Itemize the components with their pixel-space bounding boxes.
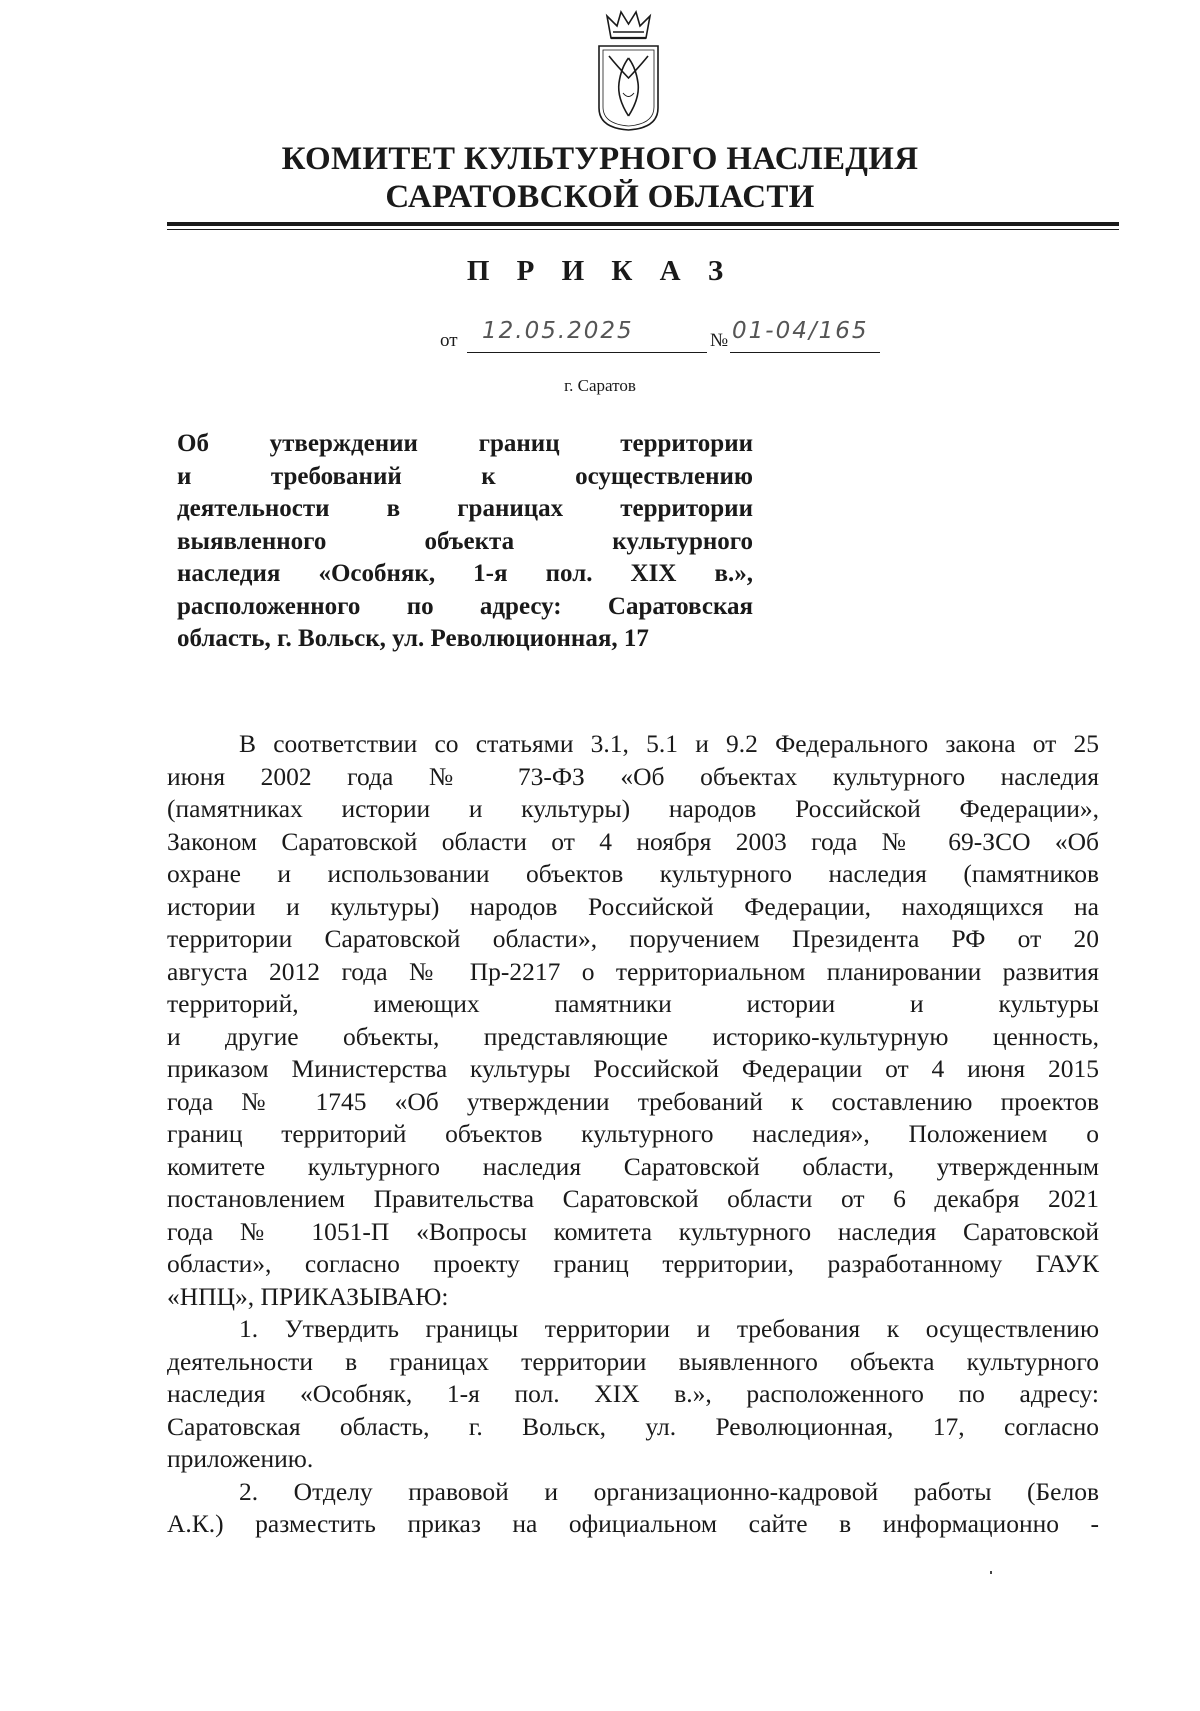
document-body <box>167 728 1099 1541</box>
organization-name <box>0 140 1200 216</box>
body-line: комитете культурного наследия Саратовской области, утвержденным <box>167 1151 1099 1181</box>
body-line: охране и использовании объектов культурного наследия (памятников <box>167 859 1099 888</box>
body-line: области», согласно проекту границ территории, разработанному ГАУК <box>167 1249 1099 1278</box>
header-rule-thick <box>167 222 1119 226</box>
body-line: «НПЦ», ПРИКАЗЫВАЮ: <box>167 1281 449 1311</box>
date-value: 12.05.2025 <box>482 318 634 344</box>
body-line: территории Саратовской области», поручением Президента РФ от 20 <box>167 924 1099 953</box>
body-line: 1. Утвердить границы территории и требования к осуществлению <box>239 1314 1099 1343</box>
body-line: (памятниках истории и культуры) народов Российской Федерации», <box>167 794 1099 823</box>
body-line: деятельности в границах территории выявленного объекта культурного <box>167 1346 1099 1376</box>
number-underline <box>730 352 880 353</box>
date-underline <box>467 352 707 353</box>
subject-line: расположенного по адресу: Саратовская <box>177 592 753 620</box>
body-line: августа 2012 года № Пр-2217 о территориальном планировании развития <box>167 956 1099 986</box>
subject-line: область, г. Вольск, ул. Революционная, 17 <box>177 625 649 652</box>
city: г. Саратов <box>564 376 636 395</box>
body-line: постановлением Правительства Саратовской области от 6 декабря 2021 <box>167 1184 1099 1213</box>
body-line: года № 1051-П «Вопросы комитета культурного наследия Саратовской <box>167 1216 1099 1246</box>
body-line: В соответствии со статьями 3.1, 5.1 и 9.2 Федерального закона от 25 <box>239 729 1099 758</box>
body-line: приказом Министерства культуры Российской Федерации от 4 июня 2015 <box>167 1054 1099 1083</box>
body-line: Законом Саратовской области от 4 ноября 2003 года № 69-ЗСО «Об <box>167 826 1099 856</box>
subject-line: Об утверждении границ территории <box>177 430 753 457</box>
org-line-2: САРАТОВСКОЙ ОБЛАСТИ <box>385 179 815 215</box>
subject-line: выявленного объекта культурного <box>177 527 753 555</box>
date-label: от <box>440 330 458 351</box>
subject-line: наследия «Особняк, 1-я пол. XIX в.», <box>177 560 753 587</box>
scan-speck <box>990 1571 992 1574</box>
coat-of-arms-icon <box>591 8 666 133</box>
document-subject <box>177 428 753 656</box>
header-rule-thin <box>167 229 1119 230</box>
body-line: наследия «Особняк, 1-я пол. XIX в.», расположенного по адресу: <box>167 1379 1099 1408</box>
body-line: территорий, имеющих памятники истории и культуры <box>167 989 1099 1018</box>
body-line: 2. Отделу правовой и организационно-кадровой работы (Белов <box>239 1476 1099 1506</box>
document-type: П Р И К А З <box>466 255 734 287</box>
body-line: границ территорий объектов культурного наследия», Положением о <box>167 1119 1099 1148</box>
number-value: 01-04/165 <box>732 318 869 344</box>
body-line: приложению. <box>167 1444 314 1473</box>
subject-line: деятельности в границах территории <box>177 495 753 522</box>
body-line: и другие объекты, представляющие историко-культурную ценность, <box>167 1021 1099 1051</box>
number-label: № <box>710 330 729 351</box>
body-line: А.К.) разместить приказ на официальном сайте в информационно - <box>167 1509 1099 1538</box>
body-line: Саратовская область, г. Вольск, ул. Революционная, 17, согласно <box>167 1411 1099 1441</box>
body-line: июня 2002 года № 73-ФЗ «Об объектах культурного наследия <box>167 761 1099 791</box>
body-line: истории и культуры) народов Российской Федерации, находящихся на <box>167 891 1099 921</box>
org-line-1: КОМИТЕТ КУЛЬТУРНОГО НАСЛЕДИЯ <box>281 141 919 177</box>
date-number-line <box>440 318 900 358</box>
body-line: года № 1745 «Об утверждении требований к составлению проектов <box>167 1086 1099 1116</box>
subject-line: и требований к осуществлению <box>177 462 753 490</box>
